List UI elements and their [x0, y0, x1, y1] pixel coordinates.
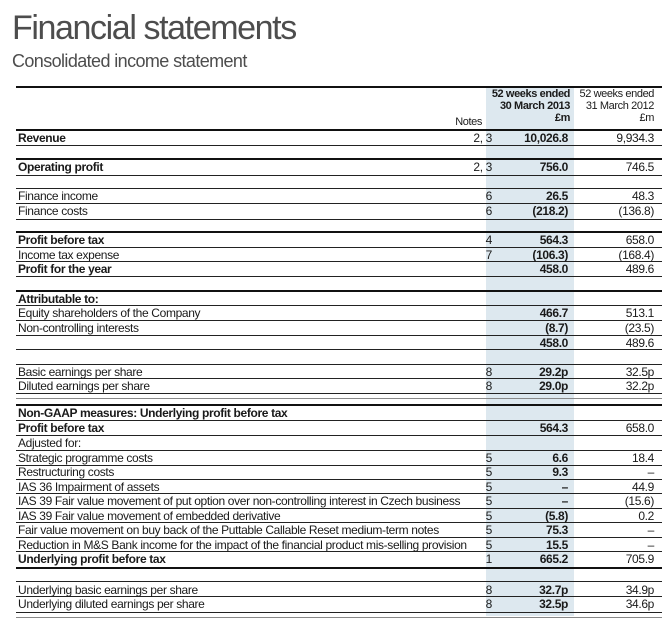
- rule: [16, 290, 662, 292]
- rule: [16, 145, 662, 146]
- rule: [16, 276, 662, 277]
- rule: [16, 393, 662, 394]
- current-year-header: 52 weeks ended 30 March 2013 £m: [491, 88, 570, 124]
- notes-header: Notes: [455, 116, 482, 128]
- page-title: Financial statements: [12, 9, 296, 47]
- page-subtitle: Consolidated income statement: [12, 51, 247, 71]
- table-top-rule: [16, 86, 662, 88]
- rule: [16, 175, 662, 176]
- previous-year-header: 52 weeks ended 31 March 2012 £m: [579, 88, 654, 124]
- rule: [16, 219, 662, 220]
